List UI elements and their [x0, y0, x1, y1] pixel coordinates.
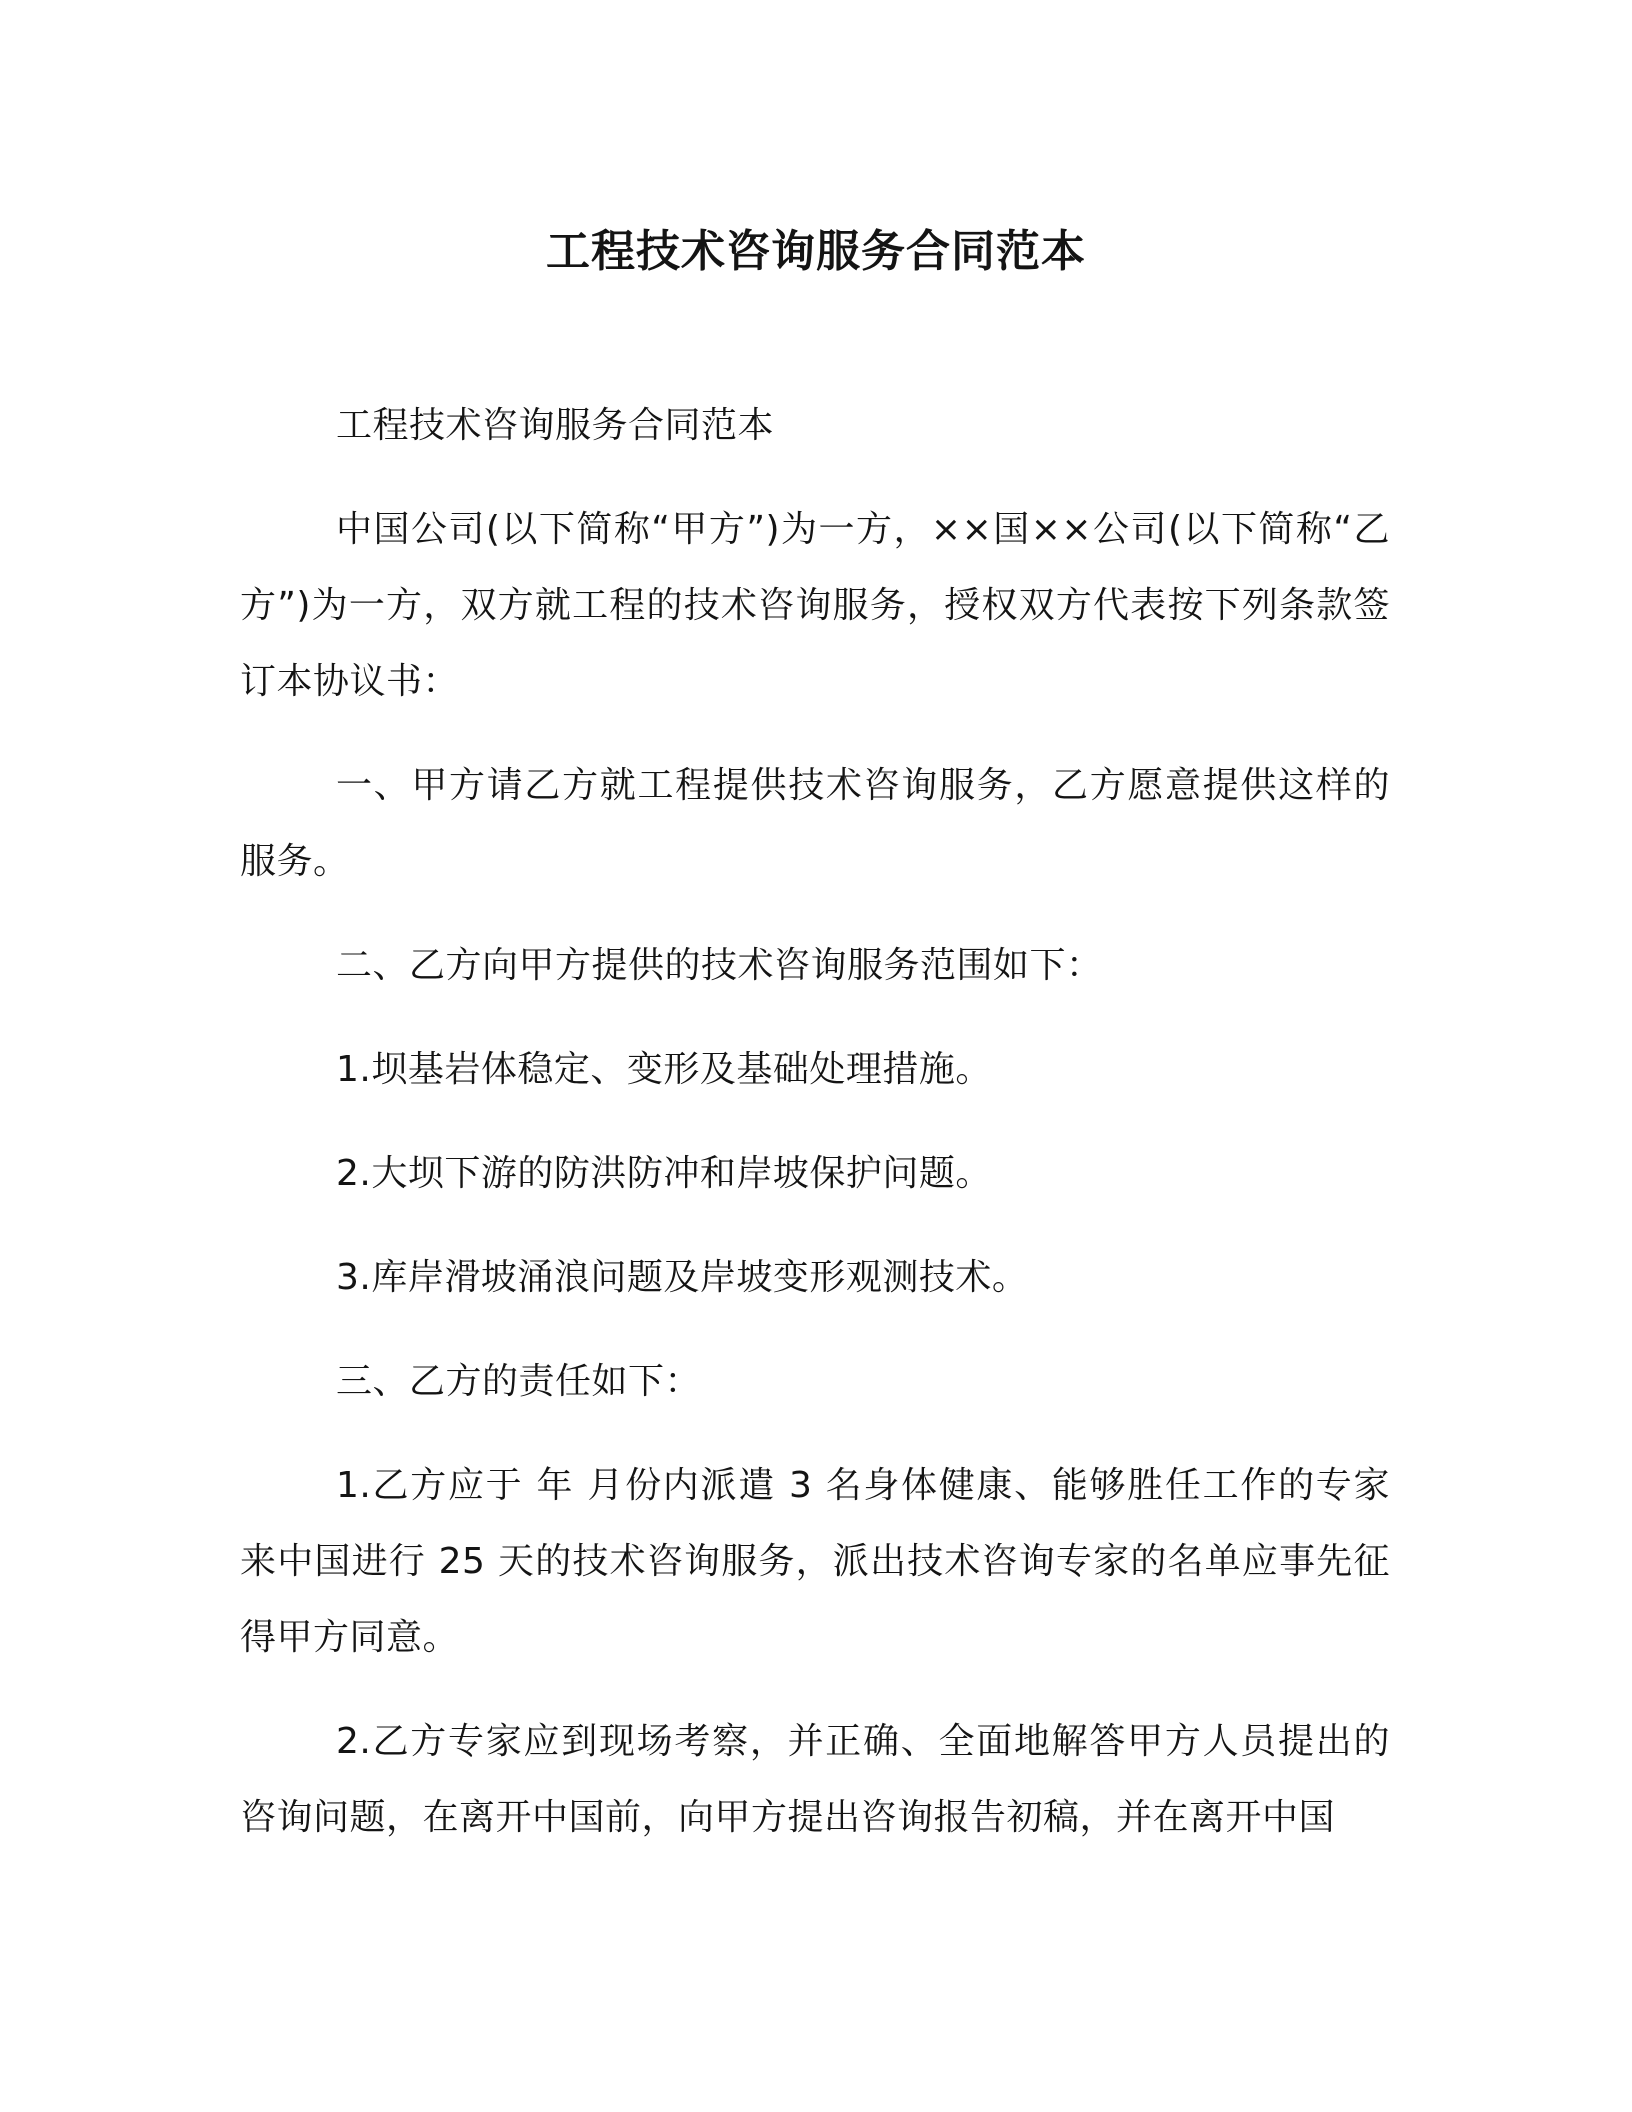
paragraph-subtitle: 工程技术咨询服务合同范本: [336, 405, 775, 446]
paragraph-clause-2-item-2: 2.大坝下游的防洪防冲和岸坡保护问题。: [336, 1153, 992, 1194]
document-body: [240, 388, 1390, 1884]
paragraph-clause-2-item-1: 1.坝基岩体稳定、变形及基础处理措施。: [336, 1049, 992, 1090]
paragraph-clause-1: 一、甲方请乙方就工程提供技术咨询服务，乙方愿意提供这样的服务。: [240, 765, 1390, 882]
paragraph-clause-2: 二、乙方向甲方提供的技术咨询服务范围如下：: [336, 945, 1103, 986]
paragraph-clause-3-item-1: 1.乙方应于 年 月份内派遣 3 名身体健康、能够胜任工作的专家来中国进行 25 天的技术咨询服务，派出技术咨询专家的名单应事先征得甲方同意。: [240, 1465, 1390, 1658]
paragraph-clause-3: 三、乙方的责任如下：: [336, 1361, 702, 1402]
paragraph-clause-2-item-3: 3.库岸滑坡涌浪问题及岸坡变形观测技术。: [336, 1257, 1029, 1298]
paragraph-preamble: 中国公司(以下简称“甲方”)为一方，××国××公司(以下简称“乙方”)为一方，双方就工程的技术咨询服务，授权双方代表按下列条款签订本协议书：: [240, 509, 1390, 702]
paragraph-clause-3-item-2: 2.乙方专家应到现场考察，并正确、全面地解答甲方人员提出的咨询问题，在离开中国前，向甲方提出咨询报告初稿，并在离开中国: [240, 1721, 1390, 1838]
document-title: 工程技术咨询服务合同范本: [546, 226, 1086, 277]
